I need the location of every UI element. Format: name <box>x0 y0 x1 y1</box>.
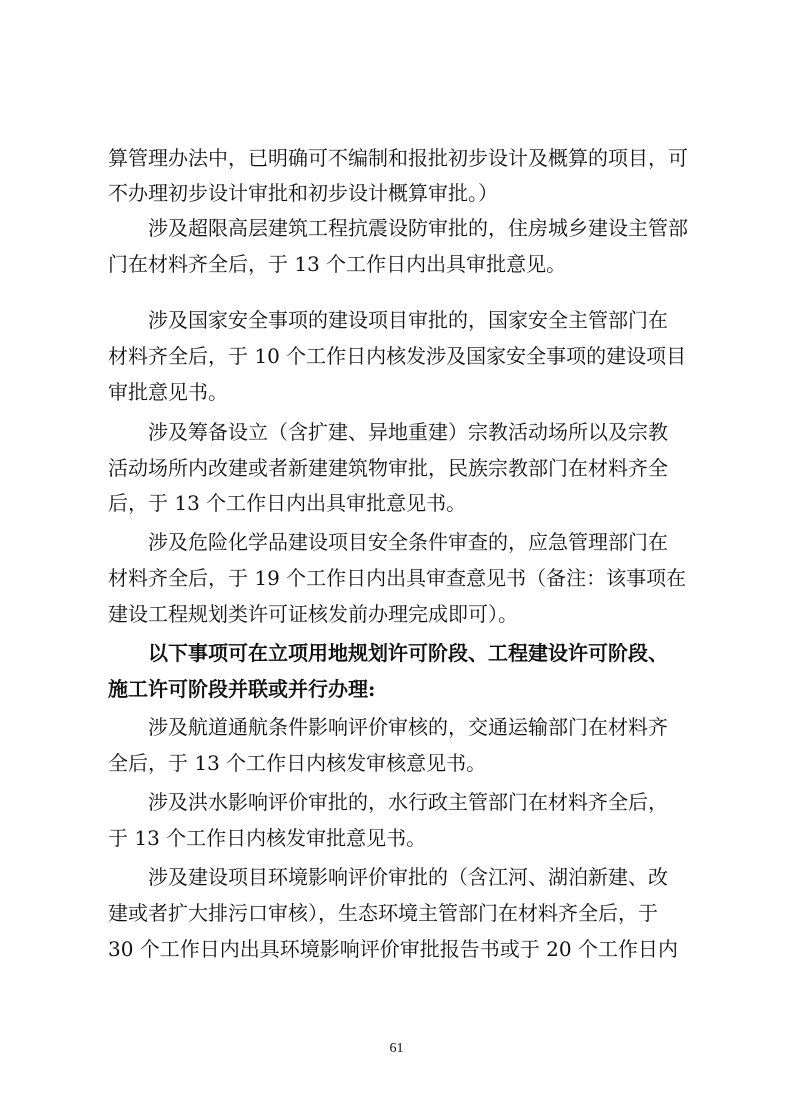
text-line-12: 材料齐全后，于 19 个工作日内出具审查意见书（备注：该事项在 <box>108 566 687 590</box>
text-line-3: 涉及超限高层建筑工程抗震设防审批的，住房城乡建设主管部 <box>148 216 688 240</box>
text-line-20: 30 个工作日内出具环境影响评价审批报告书或于 20 个工作日内 <box>108 937 678 961</box>
text-line-14: 涉及航道通航条件影响评价审核的，交通运输部门在材料齐 <box>148 715 668 739</box>
text-line-10: 后，于 13 个工作日内出具审批意见书。 <box>108 491 467 515</box>
text-line-7: 审批意见书。 <box>108 380 228 404</box>
text-line-5: 涉及国家安全事项的建设项目审批的，国家安全主管部门在 <box>148 308 668 332</box>
section-heading-line-2: 施工许可阶段并联或并行办理: <box>108 677 376 701</box>
text-line-19: 建或者扩大排污口审核），生态环境主管部门在材料齐全后，于 <box>108 901 658 925</box>
text-line-11: 涉及危险化学品建设项目安全条件审查的，应急管理部门在 <box>148 530 668 554</box>
text-line-9: 活动场所内改建或者新建建筑物审批，民族宗教部门在材料齐全 <box>108 456 668 480</box>
text-line-13: 建设工程规划类许可证核发前办理完成即可）。 <box>108 602 518 626</box>
text-line-4: 门在材料齐全后，于 13 个工作日内出具审批意见。 <box>108 252 567 276</box>
section-heading-line-1: 以下事项可在立项用地规划许可阶段、工程建设许可阶段、 <box>148 641 668 665</box>
text-line-8: 涉及筹备设立（含扩建、异地重建）宗教活动场所以及宗教 <box>148 420 668 444</box>
text-line-16: 涉及洪水影响评价审批的，水行政主管部门在材料齐全后， <box>148 790 668 814</box>
text-line-15: 全后，于 13 个工作日内核发审核意见书。 <box>108 751 487 775</box>
text-line-1: 算管理办法中，已明确可不编制和报批初步设计及概算的项目，可 <box>108 146 688 170</box>
text-line-2: 不办理初步设计审批和初步设计概算审批。） <box>108 181 498 205</box>
page-number: 61 <box>389 1041 404 1056</box>
text-line-17: 于 13 个工作日内核发审批意见书。 <box>108 826 427 850</box>
text-line-18: 涉及建设项目环境影响评价审批的（含江河、湖泊新建、改 <box>148 865 668 889</box>
text-line-6: 材料齐全后，于 10 个工作日内核发涉及国家安全事项的建设项目 <box>108 344 687 368</box>
